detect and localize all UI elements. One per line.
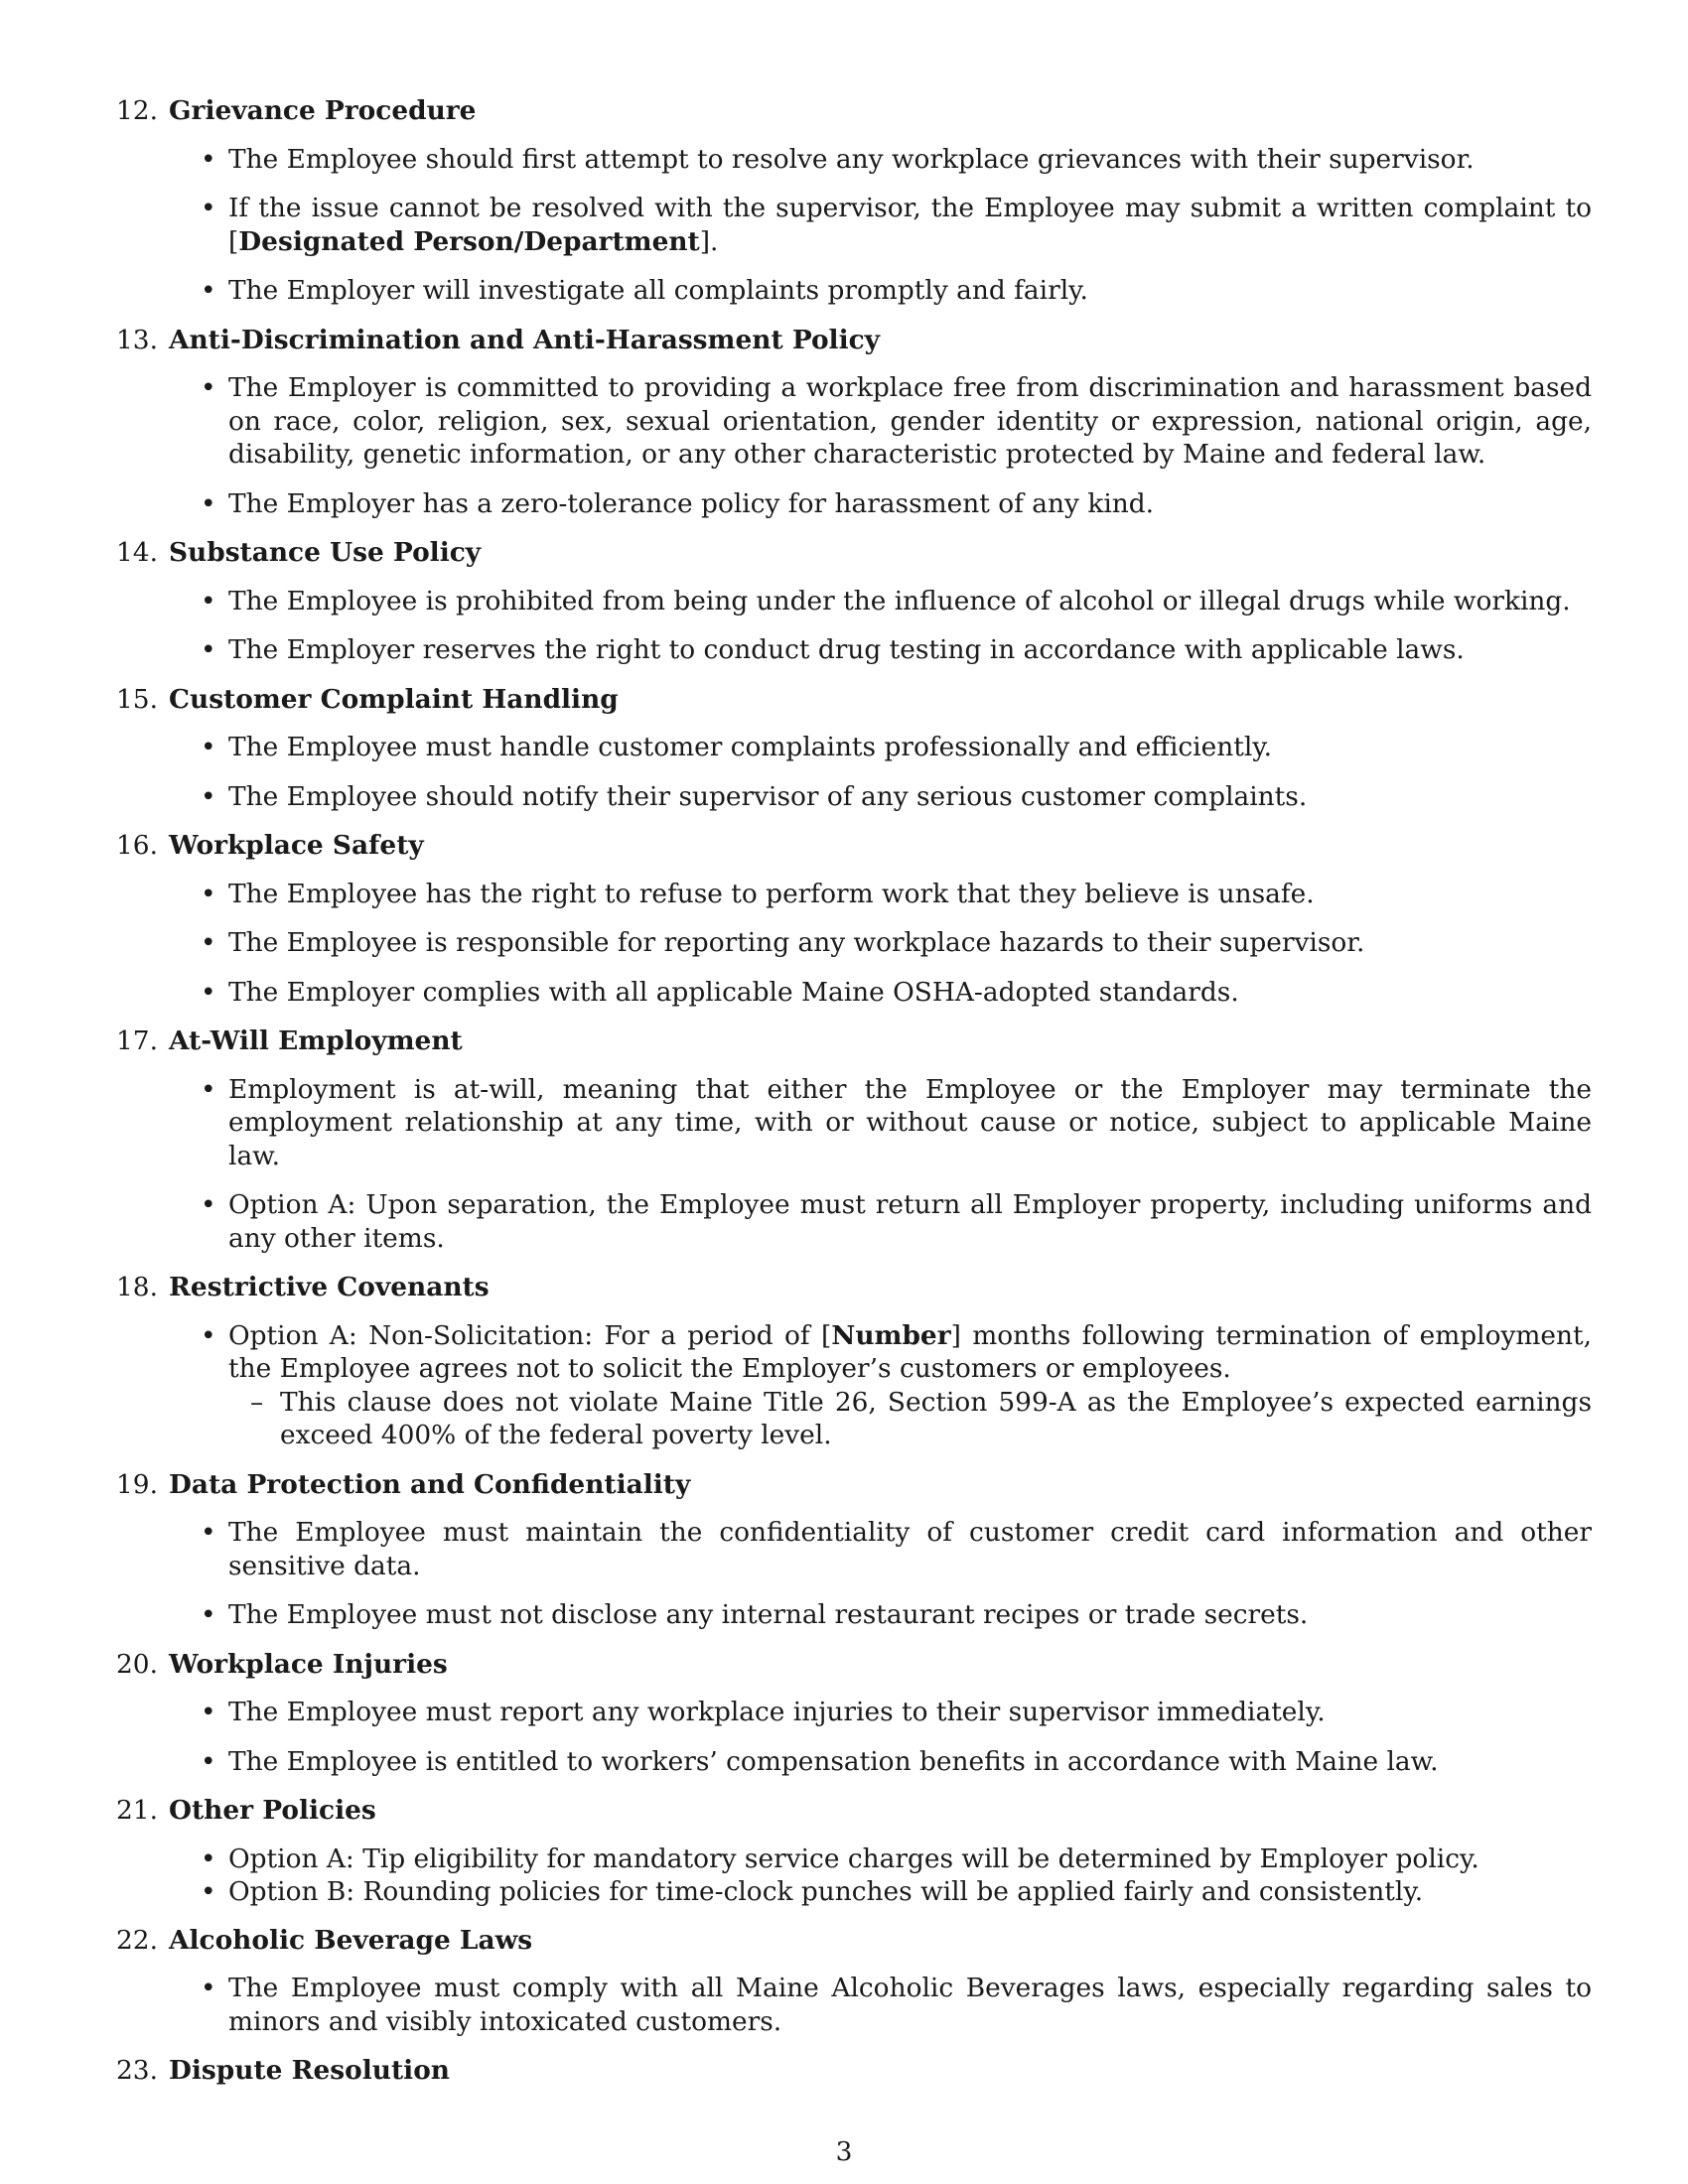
text-run: ]. [699,225,719,257]
list-item [116,274,1592,308]
section-heading [116,324,1592,357]
bullet-icon: • [201,732,216,762]
bullet-list [116,1696,1592,1778]
bullet-text: The Employer will investigate all complaints promptly and fairly. [228,275,1088,306]
bullet-icon: • [201,634,216,665]
text-run: Option A: Non-Solicitation: For a period of [ [228,1319,832,1351]
section-number: 18. [116,1272,158,1302]
section-number: 13. [116,324,158,355]
section-title: Alcoholic Beverage Laws [169,1924,533,1956]
section-22 [116,1924,1592,2039]
page-number: 3 [835,2136,853,2167]
section-title: Data Protection and Confidentiality [169,1468,691,1500]
bullet-text: The Employee should first attempt to resolve any workplace grievances with their supervisor. [228,143,1475,175]
bullet-icon: • [201,1973,216,2003]
text-run: ] months following termination of employment, the Employee agrees not to solicit the Employer’s customers or employees. [228,1319,1593,1384]
bullet-text: The Employee must comply with all Maine Alcoholic Beverages laws, especially regarding sales to minors and visibly intoxicated customers. [228,1973,1592,2037]
section-heading [116,1024,1592,1058]
list-item [116,1516,1592,1582]
section-heading [116,1794,1592,1828]
section-number: 20. [116,1648,158,1680]
bullet-icon: • [201,143,216,175]
bullet-text: The Employee should notify their supervisor of any serious customer complaints. [228,780,1308,812]
bullet-icon: • [201,1073,216,1105]
section-number: 21. [116,1795,158,1826]
document-body [116,94,1592,2103]
section-title: Workplace Injuries [169,1648,448,1680]
section-15 [116,683,1592,814]
section-18 [116,1271,1592,1452]
bullet-text: The Employee must not disclose any internal restaurant recipes or trade secrets. [228,1599,1309,1630]
text-run: If the issue cannot be resolved with the supervisor, the Employee may submit a written complaint to [ [228,193,1592,257]
list-item [116,1875,1592,1909]
section-title: Substance Use Policy [169,537,482,568]
bullet-list [116,1516,1592,1632]
bullet-icon: • [201,1876,216,1907]
section-number: 14. [116,537,158,568]
bullet-list [116,143,1592,308]
section-12 [116,94,1592,308]
list-item [116,1598,1592,1632]
section-title: Dispute Resolution [169,2055,450,2086]
list-item [116,731,1592,764]
section-16 [116,829,1592,1009]
section-17 [116,1024,1592,1255]
bullet-list [116,1972,1592,2038]
section-heading [116,2054,1592,2088]
list-item [116,1745,1592,1779]
bullet-icon: • [201,1189,216,1220]
bullet-text: The Employee has the right to refuse to perform work that they believe is unsafe. [228,878,1315,909]
list-item [116,192,1592,258]
list-item [116,878,1592,911]
bullet-icon: • [201,1745,216,1777]
section-title: At-Will Employment [169,1025,463,1056]
sub-list-item [228,1386,1592,1452]
bullet-text: The Employee must handle customer complaints professionally and efficiently. [228,732,1273,762]
list-item [116,1696,1592,1729]
list-item [116,1843,1592,1876]
bullet-text: Option A: Tip eligibility for mandatory service charges will be determined by Employer policy. [228,1843,1479,1874]
list-item [116,1073,1592,1173]
bullet-list [116,371,1592,520]
section-19 [116,1468,1592,1632]
bullet-list [116,1843,1592,1909]
bullet-icon: • [201,275,216,306]
section-title: Restrictive Covenants [169,1272,490,1302]
bullet-icon: • [201,487,216,519]
bullet-icon: • [201,1843,216,1874]
bullet-icon: • [201,372,216,403]
list-item [116,1319,1592,1452]
placeholder-text: Number [831,1319,951,1351]
section-number: 22. [116,1924,158,1956]
section-heading [116,536,1592,570]
bullet-text: The Employer is committed to providing a workplace free from discrimination and harassment based on race, color, religion, sex, sexual orientation, gender identity or expression, national origin, age, disability, genetic information, or any other characteristic protected by Maine and federal law. [228,372,1592,470]
list-item [116,633,1592,667]
section-number: 15. [116,683,158,715]
bullet-icon: • [201,1697,216,1727]
section-heading [116,1924,1592,1958]
section-number: 17. [116,1025,158,1056]
bullet-text: The Employee must report any workplace injuries to their supervisor immediately. [228,1697,1326,1727]
list-item [116,1188,1592,1255]
bullet-text: The Employer has a zero-tolerance policy for harassment of any kind. [228,487,1155,519]
bullet-text: The Employee is entitled to workers’ compensation benefits in accordance with Maine law. [228,1745,1439,1777]
bullet-text: Option A: Upon separation, the Employee must return all Employer property, including uniforms and any other items. [228,1189,1592,1254]
dash-icon: – [250,1386,264,1418]
list-item [116,487,1592,521]
section-heading [116,1468,1592,1502]
section-title: Anti-Discrimination and Anti-Harassment Policy [169,324,881,355]
section-heading [116,1271,1592,1304]
section-number: 16. [116,830,158,861]
section-title: Customer Complaint Handling [169,683,619,715]
bullet-text: The Employee is responsible for reporting any workplace hazards to their supervisor. [228,927,1365,958]
bullet-icon: • [201,1319,216,1351]
list-item [116,926,1592,960]
section-heading [116,1648,1592,1682]
list-item [116,371,1592,472]
bullet-list [116,585,1592,667]
bullet-icon: • [201,193,216,223]
section-title: Workplace Safety [169,830,424,861]
section-heading [116,94,1592,128]
bullet-list [116,1073,1592,1256]
section-title: Other Policies [169,1795,376,1826]
bullet-list [116,878,1592,1010]
bullet-text: The Employer reserves the right to conduct drug testing in accordance with applicable laws. [228,634,1465,665]
section-21 [116,1794,1592,1909]
bullet-icon: • [201,780,216,812]
section-number: 23. [116,2055,158,2086]
sub-item-text: This clause does not violate Maine Title 26, Section 599-A as the Employee’s expected earnings exceed 400% of the federal poverty level. [280,1386,1592,1450]
section-heading [116,683,1592,717]
section-23 [116,2054,1592,2088]
section-title: Grievance Procedure [169,95,477,126]
bullet-text: Employment is at-will, meaning that either the Employee or the Employer may terminate the employment relationship at any time, with or without cause or notice, subject to applicable Maine law. [228,1073,1592,1171]
list-item [116,143,1592,177]
bullet-list [116,1319,1592,1452]
bullet-icon: • [201,927,216,958]
bullet-icon: • [201,878,216,909]
section-number: 19. [116,1468,158,1500]
list-item [116,976,1592,1010]
bullet-text: The Employee must maintain the confidentiality of customer credit card information and other sensitive data. [228,1517,1592,1581]
bullet-list [116,731,1592,813]
bullet-icon: • [201,1599,216,1630]
section-20 [116,1648,1592,1779]
section-number: 12. [116,95,158,126]
placeholder-text: Designated Person/Department [238,225,700,257]
section-heading [116,829,1592,863]
sub-list [228,1386,1592,1452]
bullet-text: The Employer complies with all applicable Maine OSHA-adopted standards. [228,976,1239,1008]
bullet-icon: • [201,1517,216,1548]
list-item [116,1972,1592,2038]
section-13 [116,324,1592,521]
bullet-text: Option B: Rounding policies for time-clock punches will be applied fairly and consistently. [228,1876,1424,1907]
bullet-icon: • [201,585,216,616]
bullet-text: The Employee is prohibited from being under the influence of alcohol or illegal drugs while working. [228,585,1571,616]
bullet-icon: • [201,976,216,1008]
list-item [116,585,1592,618]
section-14 [116,536,1592,667]
list-item [116,780,1592,814]
